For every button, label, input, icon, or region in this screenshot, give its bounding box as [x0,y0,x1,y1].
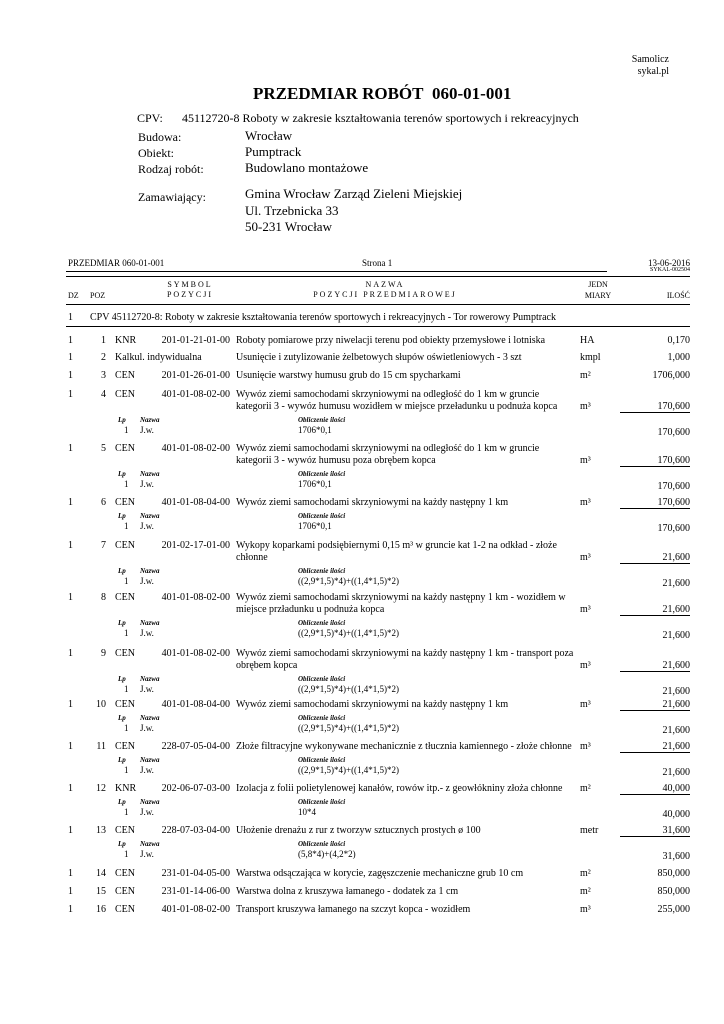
header-divider-left [66,271,607,272]
calc-nazwa-value: J.w. [140,849,154,859]
item-symbol: 401-01-08-02-00 [161,389,230,400]
item-dz: 1 [68,443,73,454]
item-unit: m² [580,868,591,879]
calc-lp-label: Lp [118,619,126,627]
calc-obliczenie-label: Obliczenie ilości [298,675,346,683]
calc-lp-value: 1 [124,479,129,489]
col-jedn-1: JEDN [588,280,608,289]
calc-formula: 10*4 [298,807,316,817]
item-description-line: Wywóz ziemi samochodami skrzyniowymi na odległość do 1 km w gruncie [236,443,540,454]
calc-obliczenie-label: Obliczenie ilości [298,798,346,806]
corner-line-2: sykal.pl [637,66,669,77]
item-symbol: 202-06-07-03-00 [161,783,230,794]
calc-nazwa-label: Nazwa [140,840,160,848]
item-symbol: 231-01-04-05-00 [161,868,230,879]
header-divider [66,276,690,277]
calc-nazwa-label: Nazwa [140,714,160,722]
calc-obliczenie-label: Obliczenie ilości [298,714,346,722]
item-description-line: kategorii 3 - wywóz humusu poza obrębem kopca [236,455,436,466]
item-quantity: 21,600 [620,604,690,616]
calc-total: 170,600 [657,427,690,438]
item-dz: 1 [68,497,73,508]
cpv-label: CPV: [137,111,163,125]
item-source: CEN [115,741,135,752]
calc-lp-label: Lp [118,756,126,764]
item-dz: 1 [68,741,73,752]
item-dz: 1 [68,868,73,879]
item-dz: 1 [68,648,73,659]
item-dz: 1 [68,592,73,603]
rodzaj-value: Budowlano montażowe [245,160,369,175]
item-symbol: 401-01-08-04-00 [161,497,230,508]
calc-nazwa-value: J.w. [140,684,154,694]
item-symbol: 228-07-05-04-00 [161,741,230,752]
item-dz: 1 [68,335,73,346]
calc-obliczenie-label: Obliczenie ilości [298,840,346,848]
item-quantity: 1706,000 [652,370,690,381]
calc-obliczenie-label: Obliczenie ilości [298,512,346,520]
calc-lp-value: 1 [124,849,129,859]
item-quantity: 850,000 [657,868,690,879]
calc-total: 21,600 [662,578,690,589]
item-description-line: obrębem kopca [236,660,298,671]
item-quantity: 21,600 [620,660,690,672]
item-quantity: 31,600 [620,825,690,837]
item-unit: m² [580,783,591,794]
item-description-line: Roboty pomiarowe przy niwelacji terenu pod obiekty przemysłowe i lotniska [236,335,546,346]
calc-total: 21,600 [662,767,690,778]
calc-total: 21,600 [662,725,690,736]
calc-nazwa-label: Nazwa [140,619,160,627]
item-description-line: Usunięcie i zutylizowanie żelbetowych słupów oświetleniowych - 3 szt [236,352,522,363]
item-unit: m³ [580,497,591,508]
calc-formula: ((2,9*1,5)*4)+((1,4*1,5)*2) [298,576,400,586]
item-poz: 11 [96,741,106,752]
section-divider [66,326,690,327]
page-header-right: 13-06-2016 [648,258,690,268]
item-symbol: 401-01-08-04-00 [161,699,230,710]
page-header-center: Strona 1 [362,258,393,268]
col-dz: DZ [68,291,79,300]
item-poz: 16 [96,904,106,915]
calc-nazwa-value: J.w. [140,765,154,775]
calc-formula: ((2,9*1,5)*4)+((1,4*1,5)*2) [298,684,400,694]
item-description-line: Transport kruszywa łamanego na szczyt kopca - wozidłem [236,904,471,915]
item-unit: HA [580,335,595,346]
item-description-line: Wywóz ziemi samochodami skrzyniowymi na każdy następny 1 km - transport poza [236,648,574,659]
col-nazwa-2: POZYCJI PRZEDMIAROWEJ [313,290,457,299]
item-source: CEN [115,886,135,897]
cpv-value: 45112720-8 Roboty w zakresie kształtowania terenów sportowych i rekreacyjnych [182,111,579,125]
calc-lp-label: Lp [118,567,126,575]
item-description-line: Wywóz ziemi samochodami skrzyniowymi na każdy następny 1 km [236,699,509,710]
item-source: KNR [115,335,137,346]
calc-obliczenie-label: Obliczenie ilości [298,567,346,575]
item-poz: 13 [96,825,106,836]
calc-nazwa-label: Nazwa [140,675,160,683]
calc-nazwa-value: J.w. [140,628,154,638]
item-quantity: 21,600 [620,552,690,564]
item-symbol: 201-01-26-01-00 [161,370,230,381]
calc-obliczenie-label: Obliczenie ilości [298,416,346,424]
item-poz: 10 [96,699,106,710]
item-source: CEN [115,868,135,879]
item-unit: m³ [580,904,591,915]
calc-lp-label: Lp [118,714,126,722]
calc-lp-label: Lp [118,416,126,424]
obiekt-label: Obiekt: [138,146,174,160]
item-poz: 3 [101,370,106,381]
item-source: CEN [115,592,135,603]
item-poz: 7 [101,540,106,551]
col-symbol-2: POZYCJI [166,290,213,299]
calc-total: 21,600 [662,630,690,641]
item-source: CEN [115,370,135,381]
item-unit: m² [580,886,591,897]
item-description-line: kategorii 3 - wywóz humusu wozidłem w miejsce przeładunku u podnuża kopca [236,401,558,412]
calc-nazwa-value: J.w. [140,576,154,586]
item-unit: m³ [580,455,591,466]
item-poz: 14 [96,868,106,879]
item-description-line: Złoże filtracyjne wykonywane mechanicznie z tłucznia kamiennego - złoże chłonne [236,741,572,752]
item-source: CEN [115,497,135,508]
item-poz: 2 [101,352,106,363]
calc-lp-value: 1 [124,425,129,435]
calc-formula: ((2,9*1,5)*4)+((1,4*1,5)*2) [298,765,400,775]
item-source: CEN [115,825,135,836]
section-title: CPV 45112720-8: Roboty w zakresie kształtowania terenów sportowych i rekreacyjnych - Tor rowerowy Pumptrack [90,312,556,323]
item-quantity: 850,000 [657,886,690,897]
item-quantity: 255,000 [657,904,690,915]
calc-lp-value: 1 [124,684,129,694]
item-quantity: 170,600 [620,401,690,413]
item-description-line: Wywóz ziemi samochodami skrzyniowymi na odległość do 1 km w gruncie [236,389,540,400]
item-quantity: 170,600 [620,455,690,467]
columns-divider [66,304,690,305]
calc-formula: 1706*0,1 [298,479,332,489]
calc-nazwa-label: Nazwa [140,567,160,575]
item-dz: 1 [68,783,73,794]
item-dz: 1 [68,540,73,551]
calc-nazwa-label: Nazwa [140,512,160,520]
item-quantity: 0,170 [667,335,690,346]
item-poz: 9 [101,648,106,659]
item-poz: 15 [96,886,106,897]
calc-obliczenie-label: Obliczenie ilości [298,756,346,764]
calc-total: 21,600 [662,686,690,697]
calc-lp-label: Lp [118,675,126,683]
calc-lp-value: 1 [124,628,129,638]
corner-line-1: Samolicz [631,54,669,65]
calc-nazwa-label: Nazwa [140,470,160,478]
calc-nazwa-value: J.w. [140,521,154,531]
calc-lp-value: 1 [124,765,129,775]
item-quantity: 170,600 [620,497,690,509]
calc-total: 40,000 [662,809,690,820]
calc-total: 31,600 [662,851,690,862]
item-source: CEN [115,443,135,454]
item-poz: 12 [96,783,106,794]
item-dz: 1 [68,352,73,363]
rodzaj-label: Rodzaj robót: [138,162,204,176]
item-description-line: Izolacja z folii polietylenowej kanałów, rowów itp.- z geowłókniny złoża chłonne [236,783,563,794]
item-source: Kalkul. indywidualna [115,352,202,363]
item-source: CEN [115,904,135,915]
item-source: CEN [115,389,135,400]
document-title: PRZEDMIAR ROBÓT [253,84,424,103]
section-dz: 1 [68,312,73,323]
item-description-line: chłonne [236,552,268,563]
item-description-line: Usunięcie warstwy humusu grub do 15 cm spycharkami [236,370,461,381]
calc-lp-label: Lp [118,470,126,478]
item-poz: 1 [101,335,106,346]
item-unit: kmpl [580,352,601,363]
item-quantity: 1,000 [667,352,690,363]
calc-total: 170,600 [657,523,690,534]
item-symbol: 201-01-21-01-00 [161,335,230,346]
calc-formula: ((2,9*1,5)*4)+((1,4*1,5)*2) [298,723,400,733]
item-poz: 4 [101,389,106,400]
budowa-label: Budowa: [138,130,182,144]
calc-lp-value: 1 [124,807,129,817]
col-nazwa-1: NAZWA [365,280,405,289]
calc-obliczenie-label: Obliczenie ilości [298,619,346,627]
item-quantity: 40,000 [620,783,690,795]
item-unit: m³ [580,552,591,563]
item-poz: 6 [101,497,106,508]
page-header-sub: SYKAL-002504 [650,267,690,273]
calc-lp-value: 1 [124,576,129,586]
item-dz: 1 [68,370,73,381]
zamawiajacy-label: Zamawiający: [138,190,206,204]
item-symbol: 401-01-08-02-00 [161,443,230,454]
item-symbol: 201-02-17-01-00 [161,540,230,551]
item-unit: m³ [580,699,591,710]
item-unit: m³ [580,401,591,412]
calc-formula: ((2,9*1,5)*4)+((1,4*1,5)*2) [298,628,400,638]
item-poz: 5 [101,443,106,454]
item-description-line: Warstwa dolna z kruszywa łamanego - dodatek za 1 cm [236,886,459,897]
calc-lp-label: Lp [118,798,126,806]
item-unit: m³ [580,660,591,671]
item-dz: 1 [68,699,73,710]
col-symbol-1: SYMBOL [167,280,213,289]
page-header-left: PRZEDMIAR 060-01-001 [68,258,165,268]
item-source: CEN [115,540,135,551]
item-unit: m³ [580,604,591,615]
item-description-line: Warstwa odsączająca w korycie, zagęszczenie mechaniczne grub 10 cm [236,868,524,879]
item-symbol: 228-07-03-04-00 [161,825,230,836]
item-description-line: miejsce przładunku u podnuża kopca [236,604,385,615]
calc-formula: (5,8*4)+(4,2*2) [298,849,356,859]
item-unit: m³ [580,741,591,752]
calc-obliczenie-label: Obliczenie ilości [298,470,346,478]
item-dz: 1 [68,389,73,400]
zamawiajacy-line-3: 50-231 Wrocław [245,219,332,234]
item-symbol: 401-01-08-02-00 [161,648,230,659]
calc-nazwa-label: Nazwa [140,416,160,424]
calc-nazwa-value: J.w. [140,425,154,435]
item-description-line: Wywóz ziemi samochodami skrzyniowymi na każdy następny 1 km [236,497,509,508]
item-unit: m² [580,370,591,381]
calc-formula: 1706*0,1 [298,521,332,531]
calc-nazwa-value: J.w. [140,723,154,733]
item-dz: 1 [68,904,73,915]
item-dz: 1 [68,886,73,897]
item-description-line: Wywóz ziemi samochodami skrzyniowymi na każdy następny 1 km - wozidłem w [236,592,566,603]
item-source: KNR [115,783,137,794]
item-source: CEN [115,648,135,659]
obiekt-value: Pumptrack [245,144,302,159]
calc-nazwa-value: J.w. [140,807,154,817]
calc-lp-value: 1 [124,723,129,733]
zamawiajacy-line-2: Ul. Trzebnicka 33 [245,203,339,218]
calc-formula: 1706*0,1 [298,425,332,435]
calc-nazwa-label: Nazwa [140,756,160,764]
item-source: CEN [115,699,135,710]
item-dz: 1 [68,825,73,836]
item-description-line: Wykopy koparkami podsiębiernymi 0,15 m³ w gruncie kat 1-2 na odkład - złoże [236,540,557,551]
item-symbol: 231-01-14-06-00 [161,886,230,897]
calc-nazwa-label: Nazwa [140,798,160,806]
col-poz: POZ [90,291,106,300]
item-symbol: 401-01-08-02-00 [161,592,230,603]
col-ilosc: ILOŚĆ [666,291,690,300]
item-symbol: 401-01-08-02-00 [161,904,230,915]
calc-nazwa-value: J.w. [140,479,154,489]
budowa-value: Wrocław [245,128,293,143]
item-quantity: 21,600 [620,741,690,753]
document-number: 060-01-001 [432,84,512,103]
item-unit: metr [580,825,599,836]
calc-lp-label: Lp [118,840,126,848]
item-quantity: 21,600 [620,699,690,711]
calc-total: 170,600 [657,481,690,492]
col-jedn-2: MIARY [584,291,612,300]
item-poz: 8 [101,592,106,603]
zamawiajacy-line-1: Gmina Wrocław Zarząd Zieleni Miejskiej [245,186,463,201]
calc-lp-label: Lp [118,512,126,520]
calc-lp-value: 1 [124,521,129,531]
item-description-line: Ułożenie drenażu z rur z tworzyw sztucznych prostych ø 100 [236,825,481,836]
